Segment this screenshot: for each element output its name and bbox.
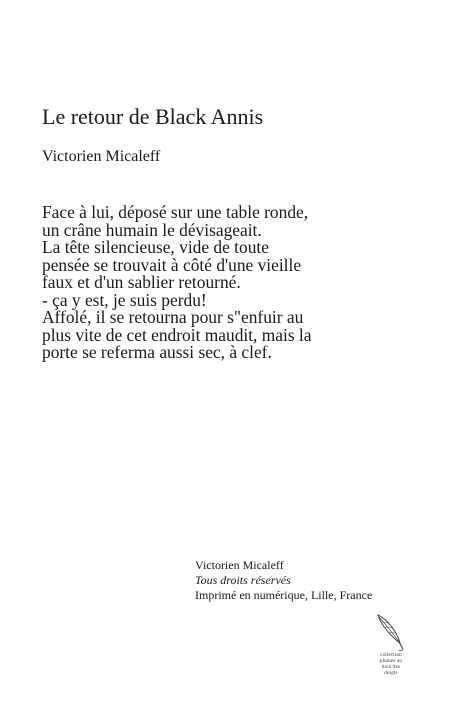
colophon-printed: Imprimé en numérique, Lille, France	[195, 588, 373, 602]
excerpt-line: plus vite de cet endroit maudit, mais la	[42, 324, 312, 345]
excerpt-line: pensée se trouvait à côté d'une vieille	[42, 254, 302, 275]
excerpt-line: Affolé, il se retourna pour s"enfuir au	[42, 307, 304, 327]
book-author: Victorien Micaleff	[42, 148, 161, 165]
publisher-name: collection plumes au bout des doigts	[379, 653, 403, 676]
publisher-logo	[366, 613, 416, 683]
excerpt-text	[42, 204, 422, 362]
excerpt-line: La tête silencieuse, vide de toute	[42, 237, 269, 257]
quill-pen-icon	[366, 613, 416, 653]
colophon-rights: Tous droits réservés	[195, 573, 291, 587]
excerpt-line: - ça y est, je suis perdu!	[42, 289, 207, 310]
excerpt-line: faux et d'un sablier retourné.	[42, 272, 241, 292]
excerpt-line: un crâne humain le dévisageait.	[42, 219, 262, 240]
excerpt-line: porte se referma aussi sec, à clef.	[42, 342, 272, 362]
book-title: Le retour de Black Annis	[42, 104, 264, 129]
colophon	[195, 558, 372, 603]
colophon-author: Victorien Micaleff	[195, 558, 284, 572]
excerpt-line: Face à lui, déposé sur une table ronde,	[42, 202, 309, 222]
